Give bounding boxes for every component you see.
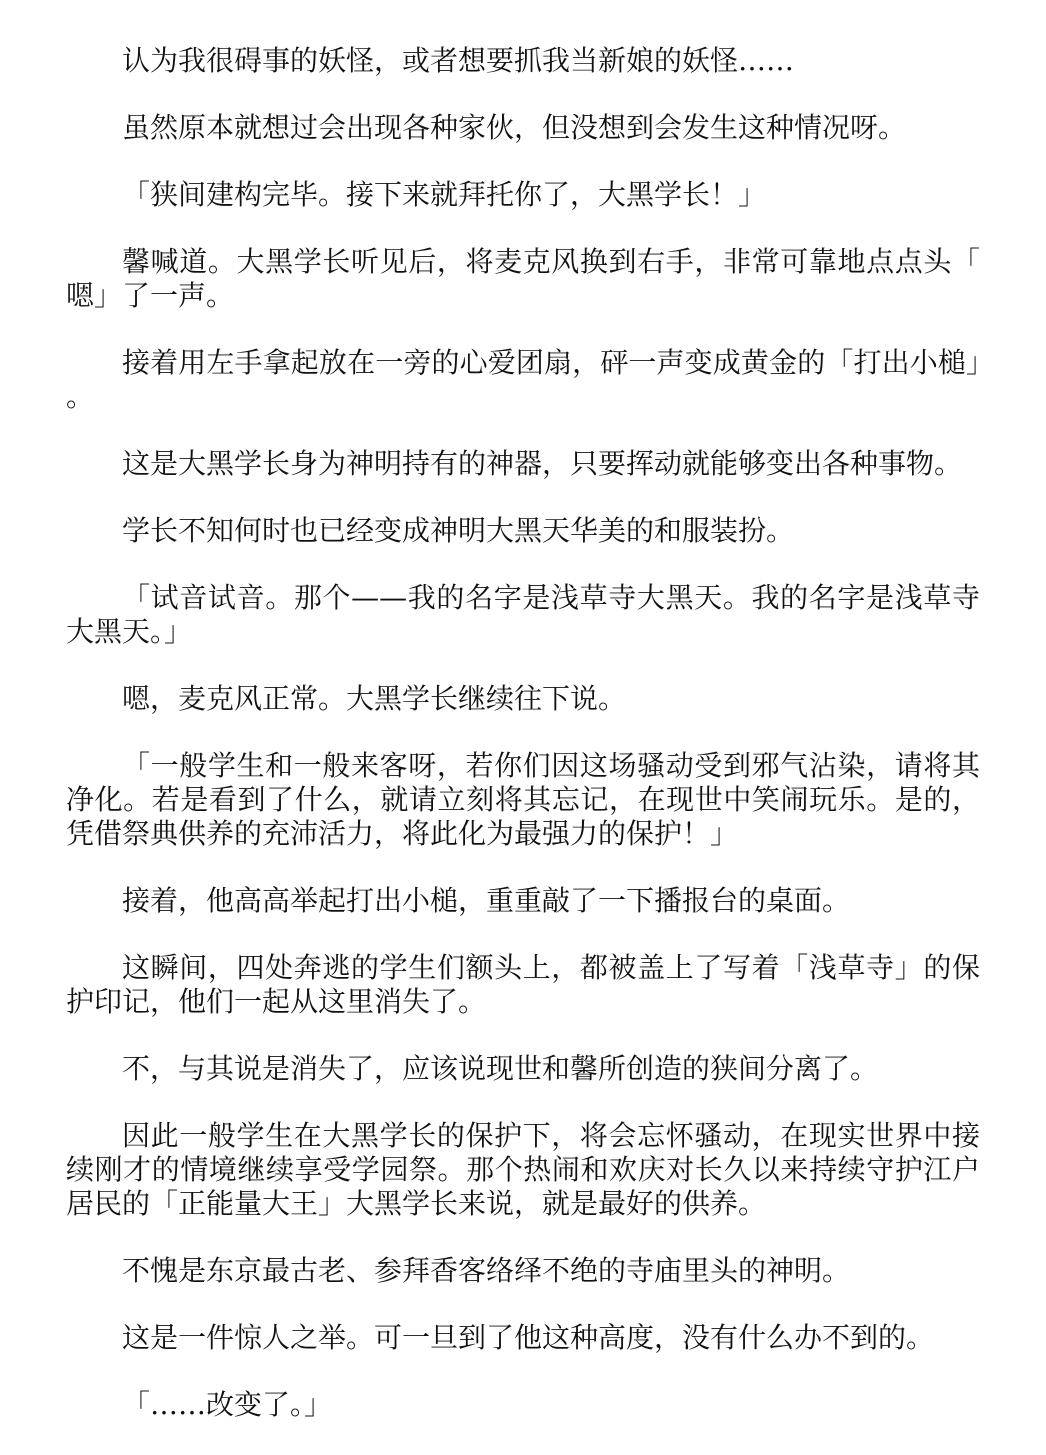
paragraph: 嗯，麦克风正常。大黑学长继续往下说。 (122, 682, 627, 715)
dialogue-paragraph: 「一般学生和一般来客呀，若你们因这场骚动受到邪气沾染，请将其净化。若是看到了什么，就请立刻将其忘记，在现世中笑闹玩乐。是的，凭借祭典供养的充沛活力，将此化为最强力的保护！」 (66, 749, 980, 850)
paragraph: 学长不知何时也已经变成神明大黑天华美的和服装扮。 (122, 514, 795, 547)
paragraph: 接着用左手拿起放在一旁的心爱团扇，砰一声变成黄金的「打出小槌」。 (66, 346, 980, 413)
paragraph: 这是一件惊人之举。可一旦到了他这种高度，没有什么办不到的。 (122, 1321, 935, 1354)
paragraph: 这瞬间，四处奔逃的学生们额头上，都被盖上了写着「浅草寺」的保护印记，他们一起从这里消失了。 (66, 951, 980, 1018)
dialogue-paragraph: 「……改变了。」 (122, 1388, 333, 1421)
paragraph: 接着，他高高举起打出小槌，重重敲了一下播报台的桌面。 (122, 884, 851, 917)
paragraph: 不，与其说是消失了，应该说现世和馨所创造的狭间分离了。 (122, 1052, 879, 1085)
paragraph: 馨喊道。大黑学长听见后，将麦克风换到右手，非常可靠地点点头「嗯」了一声。 (66, 245, 980, 312)
document-page (66, 44, 980, 1455)
paragraph: 认为我很碍事的妖怪，或者想要抓我当新娘的妖怪…… (122, 44, 795, 77)
paragraph: 虽然原本就想过会出现各种家伙，但没想到会发生这种情况呀。 (122, 111, 907, 144)
dialogue-paragraph: 「狭间建构完毕。接下来就拜托你了，大黑学长！」 (122, 178, 767, 211)
paragraph: 不愧是东京最古老、参拜香客络绎不绝的寺庙里头的神明。 (122, 1254, 851, 1287)
paragraph: 因此一般学生在大黑学长的保护下，将会忘怀骚动，在现实世界中接续刚才的情境继续享受学园祭。那个热闹和欢庆对长久以来持续守护江户居民的「正能量大王」大黑学长来说，就是最好的供养。 (66, 1119, 980, 1220)
dialogue-paragraph: 「试音试音。那个——我的名字是浅草寺大黑天。我的名字是浅草寺大黑天。」 (66, 581, 980, 648)
paragraph: 这是大黑学长身为神明持有的神器，只要挥动就能够变出各种事物。 (122, 447, 963, 480)
